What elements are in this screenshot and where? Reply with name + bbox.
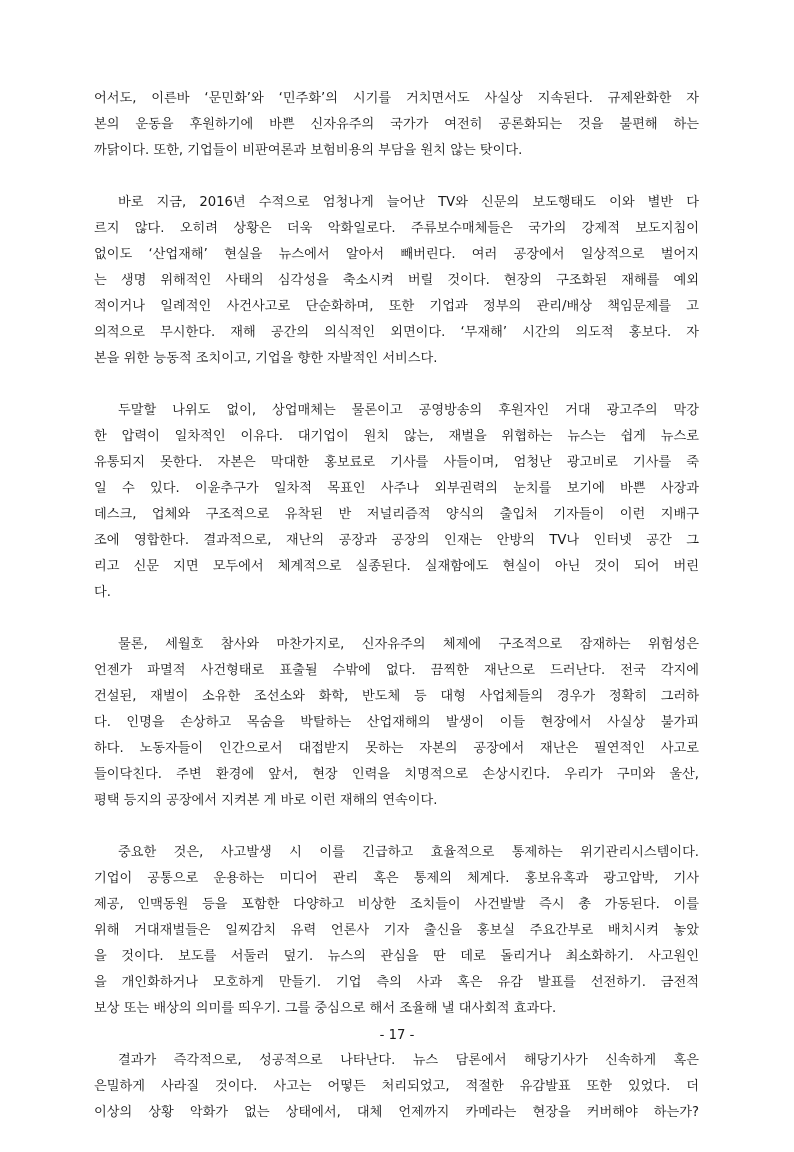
- text-line: 는 생명 위해적인 사태의 심각성을 축소시켜 버릴 것이다. 현장의 구조화된 재해를 예외: [94, 273, 699, 288]
- text-line: 하다. 노동자들이 인간으로서 대접받지 못하는 자본의 공장에서 재난은 필연적인 사고로: [94, 741, 699, 756]
- text-line: 을 것이다. 보도를 서둘러 덮기. 뉴스의 관심을 딴 데로 돌리거나 최소화하기. 사고원인: [94, 949, 699, 964]
- text-line: 들이닥친다. 주변 환경에 앞서, 현장 인력을 치명적으로 손상시킨다. 우리가 구미와 울산,: [94, 767, 699, 782]
- paragraph-1: [94, 86, 699, 164]
- text-line: 데스크, 업체와 구조적으로 유착된 반 저널리즘적 양식의 출입처 기자들이 이런 지배구: [94, 507, 699, 522]
- text-line: 까닭이다. 또한, 기업들이 비판여론과 보험비용의 부담을 원치 않는 탓이다.: [94, 143, 523, 158]
- paragraph-6: [94, 1048, 699, 1126]
- text-line: 은밀하게 사라질 것이다. 사고는 어떻든 처리되었고, 적절한 유감발표 또한 있었다. 더: [94, 1079, 699, 1094]
- text-line: 위해 거대재벌들은 일찌감치 유력 언론사 기자 출신을 홍보실 주요간부로 배치시켜 놓았: [94, 923, 699, 938]
- text-line: 물론, 세월호 참사와 마찬가지로, 신자유주의 체제에 구조적으로 잠재하는 위험성은: [118, 637, 699, 652]
- text-line: 일 수 있다. 이윤추구가 일차적 목표인 사주나 외부권력의 눈치를 보기에 바쁜 사장과: [94, 481, 699, 496]
- text-line: 언젠가 파멸적 사건형태로 표출될 수밖에 없다. 끔찍한 재난으로 드러난다. 전국 각지에: [94, 663, 699, 678]
- text-line: 한 압력이 일차적인 이유다. 대기업이 원치 않는, 재벌을 위협하는 뉴스는 쉽게 뉴스로: [94, 429, 699, 444]
- text-line: 기업이 공통으로 운용하는 미디어 관리 혹은 통제의 체계다. 홍보유혹과 광고압박, 기사: [94, 871, 699, 886]
- paragraph-2: [94, 190, 699, 372]
- text-line: 유통되지 못한다. 자본은 막대한 홍보료로 기사를 사들이며, 엄청난 광고비로 기사를 죽: [94, 455, 699, 470]
- text-line: 리고 신문 지면 모두에서 체계적으로 실종된다. 실재함에도 현실이 아닌 것이 되어 버린: [94, 559, 699, 574]
- text-line: 다.: [94, 585, 111, 600]
- text-line: 이상의 상황 악화가 없는 상태에서, 대체 언제까지 카메라는 현장을 커버해야 하는가?: [94, 1105, 699, 1120]
- text-line: 두말할 나위도 없이, 상업매체는 물론이고 공영방송의 후원자인 거대 광고주의 막강: [118, 403, 699, 418]
- text-line: 본을 위한 능동적 조치이고, 기업을 향한 자발적인 서비스다.: [94, 351, 438, 366]
- paragraph-4: [94, 632, 699, 814]
- text-line: 의적으로 무시한다. 재해 공간의 의식적인 외면이다. ‘무재해’ 시간의 의도적 홍보다. 자: [94, 325, 699, 340]
- text-line: 보상 또는 배상의 의미를 띄우기. 그를 중심으로 해서 조율해 낼 대사회적 효과다.: [94, 1001, 557, 1016]
- text-line: 결과가 즉각적으로, 성공적으로 나타난다. 뉴스 담론에서 해당기사가 신속하게 혹은: [118, 1053, 699, 1068]
- text-line: 적이거나 일례적인 사건사고로 단순화하며, 또한 기업과 정부의 관리/배상 책임문제를 고: [94, 299, 699, 314]
- page-number: - 17 -: [379, 1028, 415, 1043]
- text-line: 중요한 것은, 사고발생 시 이를 긴급하고 효율적으로 통제하는 위기관리시스템이다.: [118, 845, 699, 860]
- paragraph-5: [94, 840, 699, 1022]
- text-line: 바로 지금, 2016년 수적으로 엄청나게 늘어난 TV와 신문의 보도행태도 이와 별반 다: [118, 195, 699, 210]
- paragraph-3: [94, 398, 699, 606]
- text-line: 어서도, 이른바 ‘문민화’와 ‘민주화’의 시기를 거치면서도 사실상 지속된다. 규제완화한 자: [94, 91, 699, 106]
- text-line: 조에 영합한다. 결과적으로, 재난의 공장과 공장의 인재는 안방의 TV나 인터넷 공간 그: [94, 533, 699, 548]
- text-line: 건설된, 재벌이 소유한 조선소와 화학, 반도체 등 대형 사업체들의 경우가 정확히 그러하: [94, 689, 699, 704]
- text-line: 르지 않다. 오히려 상황은 더욱 악화일로다. 주류보수매체들은 국가의 강제적 보도지침이: [94, 221, 699, 236]
- text-line: 평택 등지의 공장에서 지켜본 게 바로 이런 재해의 연속이다.: [94, 793, 438, 808]
- text-line: 을 개인화하거나 모호하게 만들기. 기업 측의 사과 혹은 유감 발표를 선전하기. 금전적: [94, 975, 699, 990]
- text-line: 본의 운동을 후원하기에 바쁜 신자유주의 국가가 여전히 공론화되는 것을 불편해 하는: [94, 117, 699, 132]
- text-line: 다. 인명을 손상하고 목숨을 박탈하는 산업재해의 발생이 이들 현장에서 사실상 불가피: [94, 715, 699, 730]
- text-line: 없이도 ‘산업재해’ 현실을 뉴스에서 알아서 빼버린다. 여러 공장에서 일상적으로 벌어지: [94, 247, 699, 262]
- body-text: [94, 86, 699, 1152]
- text-line: 제공, 인맥동원 등을 포함한 다양하고 비상한 조치들이 사건발발 즉시 총 가동된다. 이를: [94, 897, 699, 912]
